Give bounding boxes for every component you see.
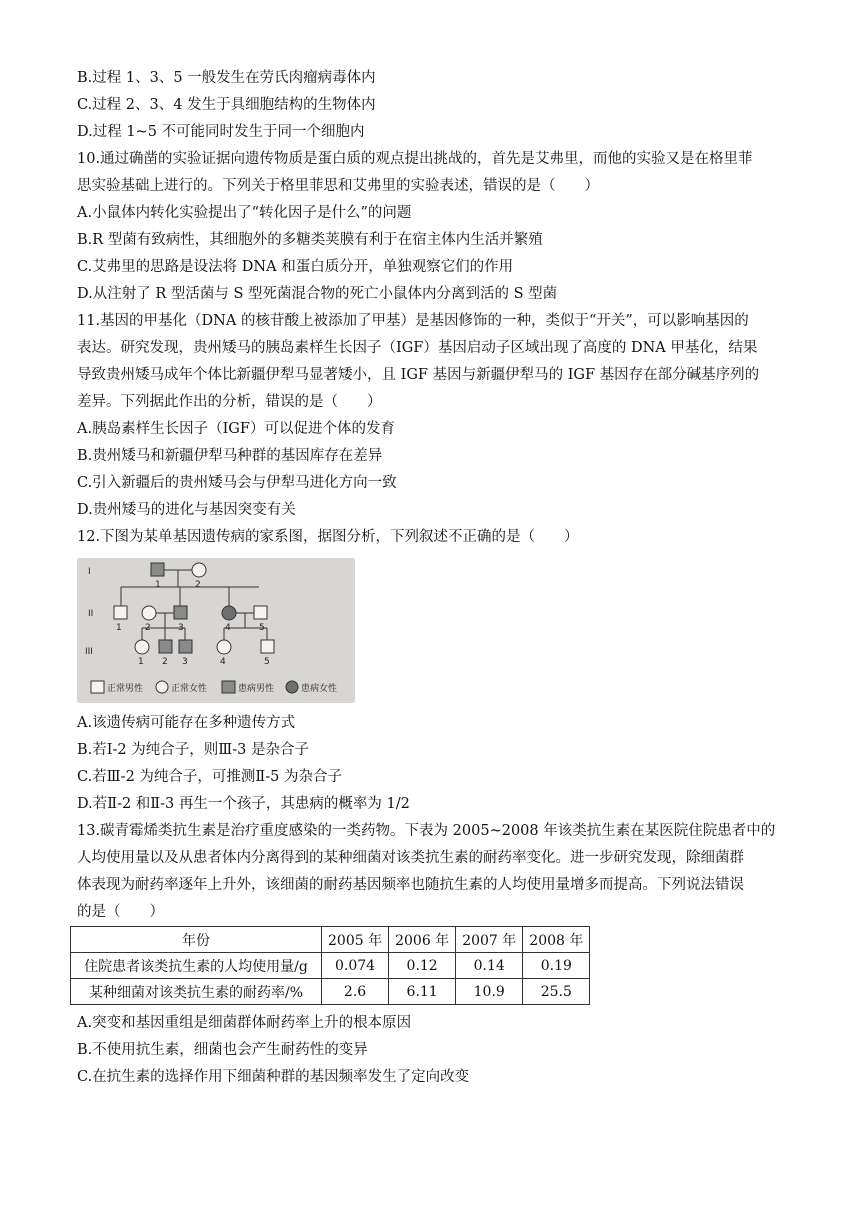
table-cell: 0.12 [389,953,456,979]
q11-option-d: D.贵州矮马的进化与基因突变有关 [77,502,296,518]
pedigree-III4-num: 4 [220,657,226,667]
pedigree-II1-normal-male [114,606,127,619]
q11-option-a: A.胰岛素样生长因子（IGF）可以促进个体的发育 [77,421,395,437]
legend-affected-male-label: 患病男性 [238,684,275,694]
pedigree-III2-affected-male [159,640,172,653]
pedigree-I1-affected-male [151,563,164,576]
q10-option-a: A.小鼠体内转化实验提出了“转化因子是什么”的问题 [77,205,412,221]
pedigree-II1-num: 1 [116,623,122,633]
q10-stem-line1: 10.通过确凿的实验证据向遗传物质是蛋白质的观点提出挑战的，首先是艾弗里，而他的实验又是在格里菲 [77,151,753,167]
q10-option-d: D.从注射了 R 型活菌与 S 型死菌混合物的死亡小鼠体内分离到活的 S 型菌 [77,286,558,302]
table-header-cell: 2005 年 [322,927,389,953]
q12-option-d: D.若Ⅱ-2 和Ⅱ-3 再生一个孩子，其患病的概率为 1/2 [77,796,410,812]
pedigree-III2-num: 2 [162,657,168,667]
table-cell: 2.6 [322,979,389,1005]
legend-normal-male-label: 正常男性 [107,684,144,694]
table-header-cell: 2007 年 [456,927,523,953]
legend-affected-female-symbol [286,681,298,693]
pedigree-III5-num: 5 [264,657,270,667]
pedigree-III1-num: 1 [138,657,144,667]
pedigree-figure [77,558,355,703]
table-header-cell: 2006 年 [389,927,456,953]
legend-affected-female-label: 患病女性 [301,684,338,694]
table-cell: 0.074 [322,953,389,979]
q13-stem-line3: 体表现为耐药率逐年上升外，该细菌的耐药基因频率也随抗生素的人均使用量增多而提高。下列说法错误 [77,877,744,893]
table-header-row [71,927,590,953]
pedigree-II2-num: 2 [145,623,151,633]
table-row [71,953,590,979]
pedigree-III5-normal-male [261,640,274,653]
table-header-cell: 2008 年 [523,927,590,953]
legend-normal-female-symbol [156,681,168,693]
table-row [71,979,590,1005]
pedigree-I1-num: 1 [155,580,161,590]
pedigree-III3-affected-male [179,640,192,653]
table-cell: 某种细菌对该类抗生素的耐药率/% [71,979,322,1005]
table-cell: 10.9 [456,979,523,1005]
pedigree-II3-affected-male [174,606,187,619]
pedigree-II5-normal-male [254,606,267,619]
q9-option-d: D.过程 1~5 不可能同时发生于同一个细胞内 [77,124,365,140]
q13-stem-line1: 13.碳青霉烯类抗生素是治疗重度感染的一类药物。下表为 2005~2008 年该类抗生素在某医院住院患者中的 [77,823,776,839]
q11-stem-line1: 11.基因的甲基化（DNA 的核苷酸上被添加了甲基）是基因修饰的一种，类似于“开关”，可以影响基因的 [77,313,749,329]
table-cell: 住院患者该类抗生素的人均使用量/g [71,953,322,979]
q12-stem: 12.下图为某单基因遗传病的家系图，据图分析，下列叙述不正确的是（ ） [77,529,579,545]
table-cell: 25.5 [523,979,590,1005]
q10-option-b: B.R 型菌有致病性，其细胞外的多糖类荚膜有利于在宿主体内生活并繁殖 [77,232,543,248]
legend-normal-male-symbol [91,681,104,693]
pedigree-III4-normal-female [217,640,231,654]
table-header-cell: 年份 [71,927,322,953]
antibiotic-resistance-table [70,926,590,1005]
table-cell: 0.14 [456,953,523,979]
q11-option-c: C.引入新疆后的贵州矮马会与伊犁马进化方向一致 [77,475,397,491]
q12-option-a: A.该遗传病可能存在多种遗传方式 [77,715,296,731]
q9-option-c: C.过程 2、3、4 发生于具细胞结构的生物体内 [77,97,376,113]
q9-option-b: B.过程 1、3、5 一般发生在劳氏肉瘤病毒体内 [77,70,376,86]
q12-option-c: C.若Ⅲ-2 为纯合子，可推测Ⅱ-5 为杂合子 [77,769,342,785]
pedigree-I2-normal-female [192,563,206,577]
q11-stem-line3: 导致贵州矮马成年个体比新疆伊犁马显著矮小，且 IGF 基因与新疆伊犁马的 IGF 基因存在部分碱基序列的 [77,367,760,383]
q10-stem-line2: 思实验基础上进行的。下列关于格里菲思和艾弗里的实验表述，错误的是（ ） [77,178,599,194]
q13-option-b: B.不使用抗生素，细菌也会产生耐药性的变异 [77,1042,368,1058]
q13-stem-line2: 人均使用量以及从患者体内分离得到的某种细菌对该类抗生素的耐药率变化。进一步研究发现，除细菌群 [77,850,744,866]
q13-option-c: C.在抗生素的选择作用下细菌种群的基因频率发生了定向改变 [77,1069,470,1085]
q13-stem-line4: 的是（ ） [77,904,164,920]
legend-normal-female-label: 正常女性 [171,684,208,694]
pedigree-III1-normal-female [135,640,149,654]
q11-stem-line2: 表达。研究发现，贵州矮马的胰岛素样生长因子（IGF）基因启动子区域出现了高度的 DNA 甲基化，结果 [77,340,758,356]
q12-option-b: B.若Ⅰ-2 为纯合子，则Ⅲ-3 是杂合子 [77,742,309,758]
pedigree-I2-num: 2 [195,580,201,590]
pedigree-II5-num: 5 [259,623,265,633]
pedigree-gen-III-label: III [85,647,93,657]
q13-option-a: A.突变和基因重组是细菌群体耐药率上升的根本原因 [77,1015,412,1031]
q11-stem-line4: 差异。下列据此作出的分析，错误的是（ ） [77,394,382,410]
pedigree-II2-normal-female [142,606,156,620]
q10-option-c: C.艾弗里的思路是设法将 DNA 和蛋白质分开，单独观察它们的作用 [77,259,514,275]
pedigree-gen-II-label: II [88,609,94,619]
pedigree-II4-affected-female [222,606,236,620]
pedigree-gen-I-label: I [88,567,91,577]
table-cell: 6.11 [389,979,456,1005]
table-cell: 0.19 [523,953,590,979]
pedigree-III3-num: 3 [182,657,188,667]
pedigree-II4-num: 4 [225,623,231,633]
q11-option-b: B.贵州矮马和新疆伊犁马种群的基因库存在差异 [77,448,383,464]
legend-affected-male-symbol [222,681,235,693]
pedigree-II3-num: 3 [178,623,184,633]
